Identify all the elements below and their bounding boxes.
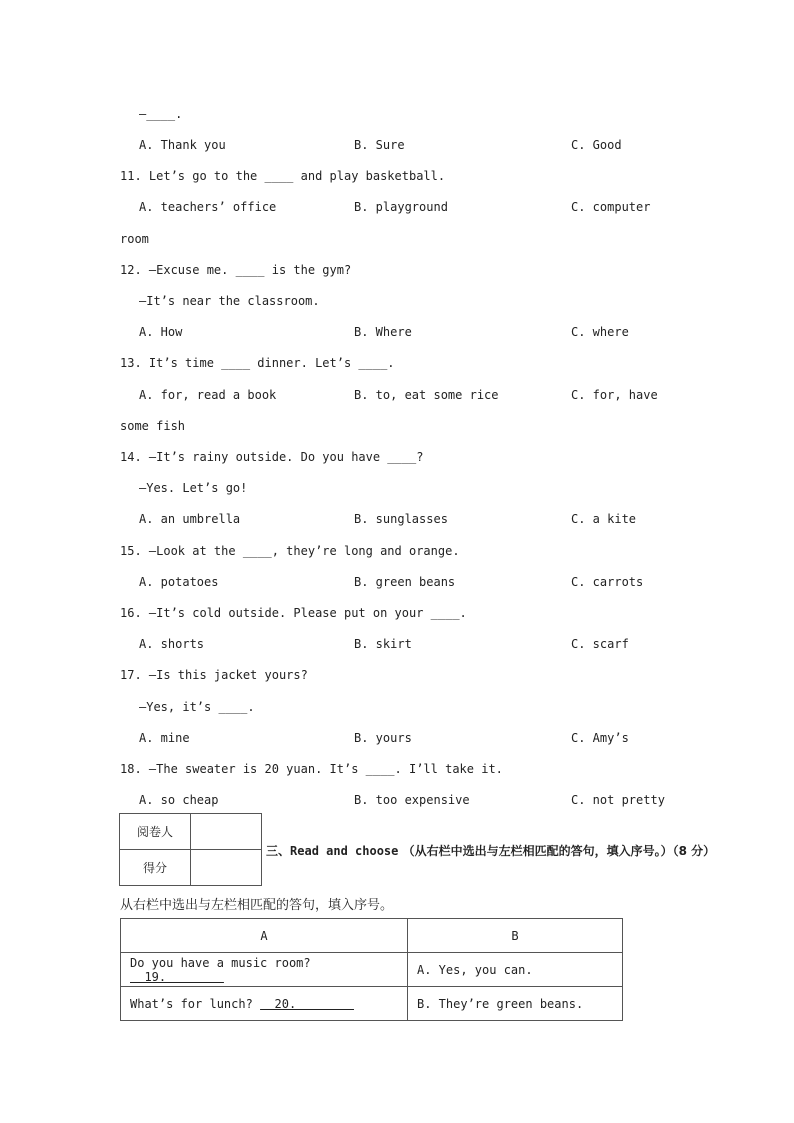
option-o14-c: C. a kite	[571, 512, 637, 526]
option-o11-c: C. computer	[571, 200, 651, 214]
match-question-text: Do you have a music room?	[130, 955, 311, 970]
option-o17-c: C. Amy’s	[571, 731, 629, 745]
option-o14-b: B. sunglasses	[354, 512, 448, 526]
option-o12-b: B. Where	[354, 325, 412, 339]
reviewer-cell[interactable]	[191, 814, 262, 850]
question-line-q14-b: —Yes. Let’s go!	[139, 481, 248, 495]
question-line-q12: 12. —Excuse me. ____ is the gym?	[120, 263, 352, 277]
option-o17-b: B. yours	[354, 731, 412, 745]
option-o16-b: B. skirt	[354, 637, 412, 651]
option-o10-b: B. Sure	[354, 138, 405, 152]
question-line-q11: 11. Let’s go to the ____ and play basketball.	[120, 169, 446, 183]
option-o16-a: A. shorts	[139, 637, 205, 651]
option-o12-a: A. How	[139, 325, 183, 339]
section-title-en: Read and choose	[290, 844, 399, 858]
question-line-q16: 16. —It’s cold outside. Please put on your ____.	[120, 606, 467, 620]
score-table	[119, 813, 262, 886]
match-question-20	[121, 987, 408, 1021]
match-question-19	[121, 953, 408, 987]
section-title	[266, 842, 715, 859]
question-line-q18: 18. —The sweater is 20 yuan. It’s ____. I’ll take it.	[120, 762, 503, 776]
section-instruction: 从右栏中选出与左栏相匹配的答句，填入序号。	[120, 898, 394, 913]
question-line-q12-b: —It’s near the classroom.	[139, 294, 320, 308]
option-o14-a: A. an umbrella	[139, 512, 241, 526]
score-cell[interactable]	[191, 850, 262, 886]
option-o15-b: B. green beans	[354, 575, 456, 589]
option-o18-b: B. too expensive	[354, 793, 470, 807]
option-o13-b: B. to, eat some rice	[354, 388, 499, 402]
question-line-q13: 13. It’s time ____ dinner. Let’s ____.	[120, 356, 395, 370]
option-o13-a: A. for, read a book	[139, 388, 277, 402]
option-o18-c: C. not pretty	[571, 793, 665, 807]
question-line-q15: 15. —Look at the ____, they’re long and orange.	[120, 544, 460, 558]
match-answer-a: A. Yes, you can.	[408, 953, 623, 987]
question-line-q14: 14. —It’s rainy outside. Do you have ____?	[120, 450, 424, 464]
match-answer-b: B. They’re green beans.	[408, 987, 623, 1021]
option-o13-c: C. for, have	[571, 388, 658, 402]
option-o10-c: C. Good	[571, 138, 622, 152]
match-question-text: What’s for lunch?	[130, 996, 253, 1011]
score-label: 得分	[120, 850, 191, 886]
question-line-q17-b: —Yes, it’s ____.	[139, 700, 255, 714]
question-line-q17: 17. —Is this jacket yours?	[120, 668, 308, 682]
section-title-cn: （从右栏中选出与左栏相匹配的答句，填入序号。）（8 分）	[402, 844, 716, 858]
option-o17-a: A. mine	[139, 731, 190, 745]
match-table	[120, 918, 623, 1021]
section-prefix: 三、	[266, 844, 291, 858]
question-line-prev-answer: —____.	[139, 107, 183, 121]
option-o15-c: C. carrots	[571, 575, 644, 589]
reviewer-label: 阅卷人	[120, 814, 191, 850]
option-o11-a: A. teachers’ office	[139, 200, 277, 214]
option-o11-b: B. playground	[354, 200, 448, 214]
question-line-q11-wrap: room	[120, 232, 149, 246]
match-header-a: A	[121, 919, 408, 953]
answer-blank-19[interactable]: 19.	[130, 969, 224, 984]
option-o16-c: C. scarf	[571, 637, 629, 651]
option-o10-a: A. Thank you	[139, 138, 226, 152]
match-header-b: B	[408, 919, 623, 953]
question-line-q13-wrap: some fish	[120, 419, 186, 433]
option-o12-c: C. where	[571, 325, 629, 339]
option-o18-a: A. so cheap	[139, 793, 219, 807]
option-o15-a: A. potatoes	[139, 575, 219, 589]
answer-blank-20[interactable]: 20.	[260, 996, 354, 1011]
